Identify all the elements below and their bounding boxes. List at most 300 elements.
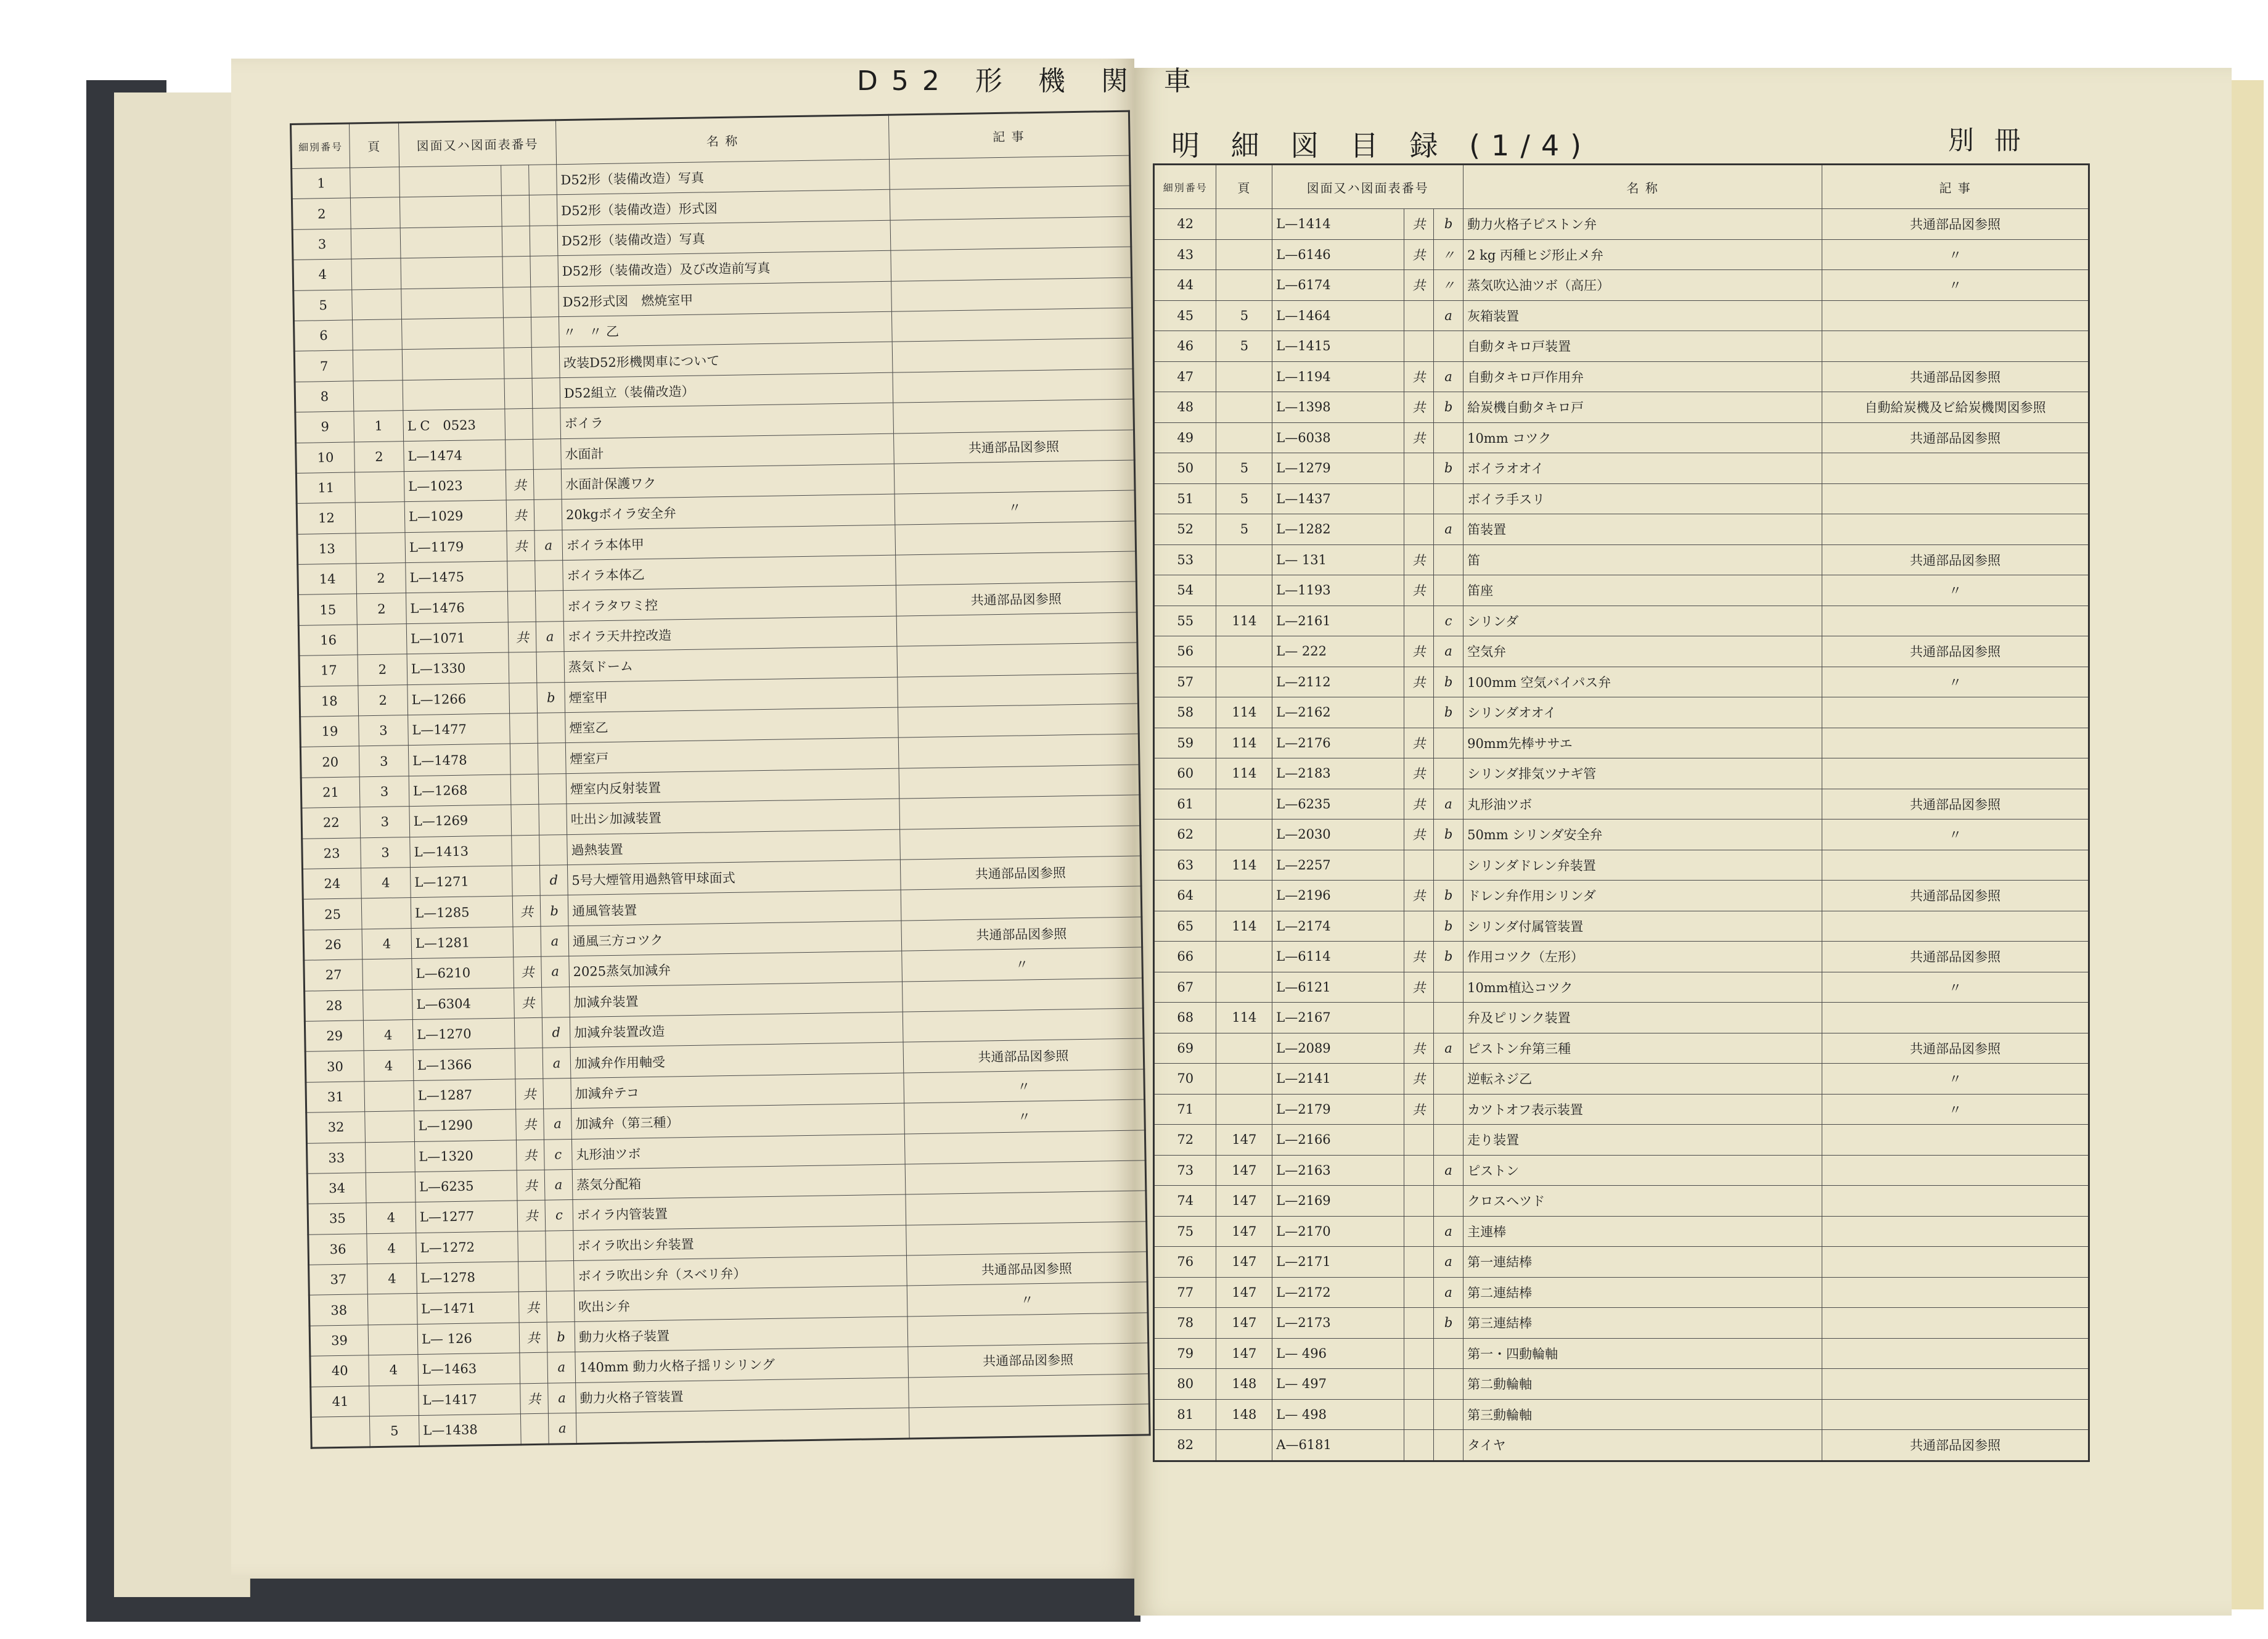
row-number: 12 (297, 503, 356, 534)
row-common-mark (511, 804, 539, 835)
row-number: 45 (1154, 300, 1216, 331)
row-page: 2 (354, 441, 404, 472)
table-header (1154, 165, 2089, 209)
table-row (1154, 1338, 2089, 1369)
row-drawing-number: L—1023 (404, 470, 506, 502)
row-part-name: 笛 (1464, 544, 1822, 575)
row-part-name: ボイラ手スリ (1464, 483, 1822, 514)
row-note: 〃 (904, 1069, 1145, 1104)
row-drawing-number: L—6235 (415, 1170, 517, 1202)
row-variant-mark (1434, 1338, 1464, 1369)
row-note: 〃 (1822, 239, 2089, 270)
row-number: 7 (294, 350, 353, 382)
row-common-mark: 共 (1404, 667, 1433, 697)
row-number: 58 (1154, 697, 1216, 728)
table-row (1154, 667, 2089, 697)
row-page: 147 (1216, 1155, 1272, 1186)
col-header-drawing: 図面又ハ図面表番号 (1272, 165, 1464, 209)
row-common-mark: 共 (1404, 972, 1433, 1003)
row-drawing-number (400, 226, 502, 258)
table-row (1154, 881, 2089, 911)
row-variant-mark (531, 286, 559, 317)
row-page: 5 (1216, 331, 1272, 362)
table-row (1154, 972, 2089, 1003)
row-part-name: 吐出シ加減装置 (567, 799, 900, 834)
row-drawing-number: L— 497 (1272, 1369, 1404, 1400)
row-part-name (576, 1408, 909, 1444)
row-note (1822, 697, 2089, 728)
row-drawing-number: L—2141 (1272, 1064, 1404, 1095)
row-number: 40 (310, 1355, 369, 1387)
row-common-mark (502, 226, 530, 257)
row-drawing-number: L—1290 (414, 1109, 517, 1141)
row-number: 21 (301, 777, 360, 808)
table-row (1154, 270, 2089, 301)
row-part-name: 笛座 (1464, 575, 1822, 606)
row-page: 2 (357, 593, 407, 625)
row-part-name: 丸形油ツボ (1464, 789, 1822, 820)
row-note: 共通部品図参照 (1822, 544, 2089, 575)
row-number: 13 (297, 533, 356, 565)
row-drawing-number: L—2174 (1272, 911, 1404, 942)
row-page (368, 1324, 418, 1355)
row-drawing-number: L—1475 (406, 561, 508, 593)
row-note (905, 1160, 1146, 1195)
row-part-name: 給炭機自動タキロ戸 (1464, 392, 1822, 423)
row-page: 147 (1216, 1308, 1272, 1339)
row-number: 2 (292, 198, 351, 229)
row-common-mark: 共 (506, 469, 534, 500)
row-common-mark: 共 (1404, 575, 1433, 606)
row-number: 56 (1154, 636, 1216, 667)
row-common-mark (505, 408, 533, 439)
row-part-name: D52形（装備改造）写真 (557, 159, 890, 195)
row-number: 46 (1154, 331, 1216, 362)
row-drawing-number: L—2166 (1272, 1125, 1404, 1156)
row-page: 148 (1216, 1369, 1272, 1400)
row-drawing-number: L—1268 (409, 774, 511, 807)
row-page: 4 (361, 868, 411, 899)
row-common-mark: 共 (1404, 1094, 1433, 1125)
row-number (311, 1416, 370, 1448)
row-variant-mark: a (1434, 636, 1464, 667)
row-note (1822, 300, 2089, 331)
row-part-name: ボイラ内管装置 (573, 1194, 906, 1230)
row-variant-mark (1434, 1430, 1464, 1461)
row-note (1822, 1216, 2089, 1247)
row-part-name: 第二動輪軸 (1464, 1369, 1822, 1400)
table-row (1154, 697, 2089, 728)
row-common-mark: 共 (512, 896, 541, 927)
row-page (356, 532, 406, 564)
row-note: 共通部品図参照 (1822, 789, 2089, 820)
row-note (890, 186, 1131, 220)
row-variant-mark (1434, 758, 1464, 789)
table-row (1154, 1125, 2089, 1156)
row-page (350, 167, 400, 199)
row-part-name: 第三動輪軸 (1464, 1399, 1822, 1430)
row-common-mark (518, 1261, 547, 1292)
row-note (1822, 1186, 2089, 1217)
row-drawing-number: L—2179 (1272, 1094, 1404, 1125)
row-page (362, 959, 412, 990)
col-header-name: 名 称 (1464, 165, 1822, 209)
row-number: 4 (293, 259, 352, 290)
row-page: 147 (1216, 1247, 1272, 1278)
row-part-name: 50mm シリンダ安全弁 (1464, 820, 1822, 850)
row-number: 64 (1154, 881, 1216, 911)
row-drawing-number (399, 165, 502, 197)
row-common-mark (1404, 1369, 1433, 1400)
row-number: 47 (1154, 361, 1216, 392)
row-variant-mark (533, 469, 562, 500)
row-common-mark: 共 (1404, 728, 1433, 758)
row-common-mark (507, 561, 536, 591)
row-variant-mark: a (541, 926, 569, 956)
row-drawing-number: L—6304 (412, 988, 515, 1020)
row-part-name: 吹出シ弁 (574, 1286, 907, 1321)
row-number: 38 (309, 1294, 368, 1326)
row-variant-mark (542, 987, 570, 1017)
row-page (353, 380, 403, 411)
row-number: 61 (1154, 789, 1216, 820)
row-page: 114 (1216, 697, 1272, 728)
row-page: 114 (1216, 758, 1272, 789)
row-note (896, 612, 1137, 647)
row-drawing-number (401, 287, 504, 319)
row-variant-mark (531, 347, 560, 378)
row-variant-mark: b (537, 682, 565, 713)
row-part-name: 自動タキロ戸作用弁 (1464, 361, 1822, 392)
row-page (1216, 1064, 1272, 1095)
row-common-mark: 共 (516, 1109, 544, 1140)
row-drawing-number: L C 0523 (403, 409, 506, 441)
row-number: 6 (294, 320, 353, 351)
row-common-mark (510, 713, 538, 744)
row-common-mark (510, 774, 539, 805)
row-number: 67 (1154, 972, 1216, 1003)
row-drawing-number: L—1270 (412, 1018, 515, 1050)
row-variant-mark: c (1434, 606, 1464, 636)
row-note: 自動給炭機及ビ給炭機関図参照 (1822, 392, 2089, 423)
row-number: 69 (1154, 1033, 1216, 1064)
row-part-name: 動力火格子管装置 (576, 1378, 909, 1413)
row-note: 〃 (1822, 270, 2089, 301)
row-page (361, 898, 411, 929)
row-page: 5 (1216, 514, 1272, 545)
row-part-name: D52組立（装備改造） (560, 372, 893, 408)
row-common-mark (1404, 1430, 1433, 1461)
row-variant-mark (536, 652, 565, 683)
row-page (1216, 392, 1272, 423)
row-number: 36 (308, 1233, 367, 1265)
row-common-mark (506, 439, 534, 470)
row-variant-mark: a (542, 1048, 571, 1078)
row-number: 48 (1154, 392, 1216, 423)
row-drawing-number (403, 379, 505, 411)
row-number: 52 (1154, 514, 1216, 545)
row-part-name: 水面計 (561, 433, 895, 469)
row-number: 73 (1154, 1155, 1216, 1186)
row-note (896, 551, 1137, 586)
row-common-mark (1404, 850, 1433, 881)
table-row (1154, 209, 2089, 240)
row-common-mark: 共 (1404, 942, 1433, 972)
row-note: 共通部品図参照 (896, 581, 1137, 616)
row-number: 43 (1154, 239, 1216, 270)
row-drawing-number: L—2162 (1272, 697, 1404, 728)
row-note (890, 155, 1131, 190)
row-part-name: 加減弁（第三種） (571, 1103, 905, 1139)
row-variant-mark: b (1434, 942, 1464, 972)
row-page (1216, 270, 1272, 301)
row-page (357, 623, 407, 655)
row-note (1822, 331, 2089, 362)
row-number: 79 (1154, 1338, 1216, 1369)
row-common-mark (507, 591, 536, 622)
row-number: 72 (1154, 1125, 1216, 1156)
row-variant-mark (546, 1261, 575, 1292)
row-drawing-number: L—2196 (1272, 881, 1404, 911)
row-page (1216, 209, 1272, 240)
row-variant-mark: a (1434, 514, 1464, 545)
row-drawing-number: L—1179 (405, 531, 507, 563)
row-page (355, 502, 405, 533)
row-part-name: ボイラ吹出シ弁（スベリ弁） (574, 1255, 907, 1291)
row-page (1216, 667, 1272, 697)
row-drawing-number: L— 498 (1272, 1399, 1404, 1430)
row-common-mark (1404, 331, 1433, 362)
row-common-mark: 共 (1404, 881, 1433, 911)
row-common-mark: 共 (1404, 820, 1433, 850)
row-note: 共通部品図参照 (906, 1252, 1147, 1286)
row-variant-mark: c (545, 1200, 573, 1231)
row-page (351, 228, 401, 259)
row-variant-mark: a (1434, 1277, 1464, 1308)
row-note (1822, 1369, 2089, 1400)
row-number: 50 (1154, 453, 1216, 484)
row-common-mark: 共 (515, 1078, 544, 1109)
row-number: 53 (1154, 544, 1216, 575)
col-header-name: 名 称 (555, 115, 889, 164)
row-variant-mark: a (1434, 300, 1464, 331)
row-page: 5 (1216, 483, 1272, 514)
table-row (1154, 820, 2089, 850)
row-part-name: 第一連結棒 (1464, 1247, 1822, 1278)
row-part-name: 〃 〃 乙 (559, 311, 892, 347)
row-part-name: 煙室戸 (565, 738, 899, 774)
row-note (1822, 483, 2089, 514)
row-variant-mark (535, 561, 563, 591)
row-note (901, 886, 1142, 921)
row-note: 〃 (907, 1282, 1148, 1317)
row-page: 4 (363, 1019, 413, 1051)
table-row (1154, 544, 2089, 575)
row-note (1822, 850, 2089, 881)
row-part-name: シリンダドレン弁装置 (1464, 850, 1822, 881)
row-variant-mark: a (1434, 1216, 1464, 1247)
row-part-name: カツトオフ表示装置 (1464, 1094, 1822, 1125)
row-number: 70 (1154, 1064, 1216, 1095)
row-variant-mark (539, 804, 567, 835)
row-part-name: ボイラ (560, 403, 894, 438)
row-drawing-number: L—1272 (416, 1231, 518, 1263)
row-page (365, 1141, 415, 1173)
row-number: 68 (1154, 1003, 1216, 1033)
row-variant-mark (1434, 850, 1464, 881)
row-variant-mark: b (1434, 392, 1464, 423)
row-variant-mark (535, 591, 563, 622)
row-page (1216, 789, 1272, 820)
row-page: 5 (1216, 300, 1272, 331)
row-note: 〃 (902, 947, 1143, 982)
row-drawing-number: L—1476 (406, 592, 508, 624)
row-variant-mark: b (1434, 881, 1464, 911)
row-note (1822, 453, 2089, 484)
row-drawing-number: L—6114 (1272, 942, 1404, 972)
row-drawing-number: L—2171 (1272, 1247, 1404, 1278)
row-part-name: 加減弁テコ (571, 1073, 904, 1109)
row-number: 60 (1154, 758, 1216, 789)
row-page: 114 (1216, 911, 1272, 942)
row-common-mark: 共 (1404, 209, 1433, 240)
row-note (1822, 1003, 2089, 1033)
row-drawing-number: L—1414 (1272, 209, 1404, 240)
row-drawing-number: L—1366 (413, 1048, 515, 1080)
row-common-mark: 共 (1404, 789, 1433, 820)
row-part-name: 主連棒 (1464, 1216, 1822, 1247)
row-note: 共通部品図参照 (901, 917, 1142, 951)
table-row (1154, 728, 2089, 758)
row-note: 共通部品図参照 (1822, 1033, 2089, 1064)
row-page (353, 350, 403, 381)
row-drawing-number: L—1193 (1272, 575, 1404, 606)
row-common-mark: 共 (514, 956, 542, 987)
row-note (1822, 1399, 2089, 1430)
row-part-name: 第二連結棒 (1464, 1277, 1822, 1308)
row-note (898, 704, 1139, 738)
row-note (909, 1373, 1150, 1408)
table-row (1154, 361, 2089, 392)
row-variant-mark: a (1434, 789, 1464, 820)
table-row (1154, 300, 2089, 331)
row-variant-mark: b (540, 895, 568, 926)
row-note: 共通部品図参照 (1822, 1430, 2089, 1461)
row-number: 82 (1154, 1430, 1216, 1461)
table-row (1154, 1247, 2089, 1278)
row-variant-mark (1434, 544, 1464, 575)
row-page: 147 (1216, 1216, 1272, 1247)
catalog-title-right: 明 細 図 目 録 (1/4) (1171, 129, 1593, 162)
row-drawing-number: L— 131 (1272, 544, 1404, 575)
row-part-name: ボイラ吹出シ弁装置 (573, 1225, 907, 1261)
row-drawing-number (402, 318, 504, 350)
row-page (1216, 239, 1272, 270)
row-number: 3 (292, 229, 351, 260)
table-row (1154, 575, 2089, 606)
row-note: 〃 (1822, 667, 2089, 697)
row-note (893, 369, 1134, 403)
table-row (1154, 1216, 2089, 1247)
row-drawing-number: L—2172 (1272, 1277, 1404, 1308)
row-page (364, 1080, 414, 1112)
table-row (1154, 1064, 2089, 1095)
row-variant-mark (1434, 483, 1464, 514)
row-number: 26 (303, 929, 362, 961)
table-row (1154, 606, 2089, 636)
supplement-label: 別 冊 (1948, 125, 2027, 155)
row-number: 29 (305, 1021, 364, 1052)
row-page (367, 1294, 417, 1325)
row-drawing-number: L—1437 (1272, 483, 1404, 514)
row-variant-mark (530, 256, 559, 287)
row-part-name: 丸形油ツボ (571, 1134, 905, 1170)
row-part-name: 加減弁装置改造 (570, 1012, 903, 1048)
row-variant-mark: a (548, 1382, 576, 1413)
row-page: 114 (1216, 728, 1272, 758)
row-page: 114 (1216, 850, 1272, 881)
row-common-mark: 共 (507, 530, 535, 561)
table-row (1154, 1277, 2089, 1308)
row-number: 32 (306, 1112, 366, 1143)
table-row (1154, 483, 2089, 514)
row-common-mark (520, 1352, 548, 1383)
row-common-mark: 共 (1404, 392, 1433, 423)
row-part-name: 改装D52形機関車について (559, 342, 893, 378)
row-drawing-number: L— 222 (1272, 636, 1404, 667)
row-common-mark (1404, 514, 1433, 545)
row-variant-mark (1434, 422, 1464, 453)
row-common-mark (501, 195, 530, 226)
row-note: 〃 (1822, 972, 2089, 1003)
table-row (1154, 1399, 2089, 1430)
row-drawing-number: L—1071 (406, 622, 509, 654)
row-number: 42 (1154, 209, 1216, 240)
row-number: 77 (1154, 1277, 1216, 1308)
row-number: 59 (1154, 728, 1216, 758)
row-variant-mark (1434, 575, 1464, 606)
row-part-name: 10mm植込コツク (1464, 972, 1822, 1003)
row-drawing-number: L— 496 (1272, 1338, 1404, 1369)
row-drawing-number: L—1413 (410, 836, 512, 868)
row-part-name: D52形（装備改造）写真 (557, 220, 891, 256)
row-number: 41 (311, 1386, 370, 1417)
row-common-mark (1404, 911, 1433, 942)
row-note (904, 1130, 1145, 1164)
row-number: 22 (301, 807, 361, 839)
row-part-name: 通風管装置 (568, 890, 901, 926)
row-page (351, 258, 401, 290)
row-drawing-number: L—1194 (1272, 361, 1404, 392)
row-note: 〃 (1822, 820, 2089, 850)
row-drawing-number: L—1474 (404, 440, 506, 472)
row-page (350, 197, 400, 229)
row-note: 〃 (895, 490, 1136, 525)
row-variant-mark: a (544, 1169, 573, 1200)
row-drawing-number: L—1438 (419, 1414, 521, 1447)
row-note: 共通部品図参照 (1822, 942, 2089, 972)
row-variant-mark: a (1434, 1155, 1464, 1186)
row-variant-mark (539, 834, 568, 865)
row-number: 1 (292, 168, 351, 199)
row-page: 4 (362, 928, 412, 959)
row-part-name: 第三連結棒 (1464, 1308, 1822, 1339)
row-number: 75 (1154, 1216, 1216, 1247)
row-number: 14 (298, 564, 357, 595)
row-drawing-number: L—2169 (1272, 1186, 1404, 1217)
row-variant-mark: a (1434, 1247, 1464, 1278)
row-part-name: 動力火格子装置 (575, 1317, 908, 1352)
